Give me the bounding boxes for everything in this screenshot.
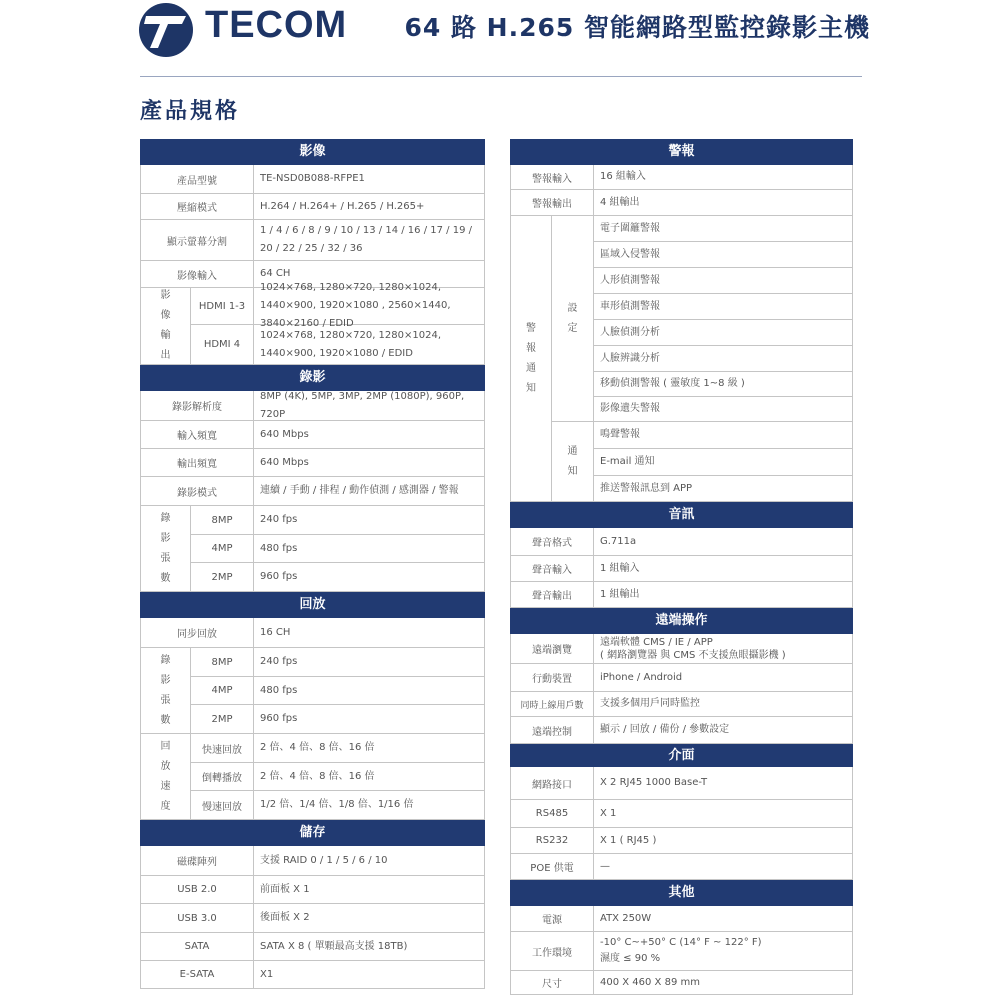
spec-row: 輸入頻寬 640 Mbps <box>140 421 485 449</box>
interface-header: 介面 <box>510 744 853 767</box>
spec-row: 8MP 240 fps <box>191 506 484 535</box>
alarm-header: 警報 <box>510 139 853 165</box>
page-header <box>0 0 1000 78</box>
spec-row: 同步回放 16 CH <box>140 618 485 648</box>
spec-row: 倒轉播放 2 倍、4 倍、8 倍、16 倍 <box>191 763 484 791</box>
spec-row: POE 供電 — <box>510 854 853 880</box>
alarm-setting-item: 區域入侵警報 <box>594 242 852 268</box>
alarm-notify-group: 警 報 通 知 設 定 電子圍籬警報 區域入侵警報 人形偵測警報 車形偵測警報 人臉偵測分析 人臉辨識分析 移動偵測警報 ( 靈敏度 1~8 級 ) 影像遺失警報 通 知 鳴聲警報 E-mail 通知 推送警報訊息到 APP <box>510 216 853 502</box>
left-spec-column <box>140 139 485 989</box>
spec-row: 錄影模式 連續 / 手動 / 排程 / 動作偵測 / 感測器 / 警報 <box>140 477 485 506</box>
remote-header: 遠端操作 <box>510 608 853 634</box>
alarm-setting-item: 車形偵測警報 <box>594 294 852 320</box>
spec-row: USB 3.0 後面板 X 2 <box>140 904 485 933</box>
playback-fps-group: 錄 影 張 數 8MP 240 fps 4MP 480 fps 2MP 960 fps <box>140 648 485 734</box>
section-title: 產品規格 <box>140 99 241 124</box>
spec-row: 慢速回放 1/2 倍、1/4 倍、1/8 倍、1/16 倍 <box>191 791 484 819</box>
spec-row: 4MP 480 fps <box>191 535 484 563</box>
brand-name: TECOM <box>205 4 348 46</box>
record-fps-group: 錄 影 張 數 8MP 240 fps 4MP 480 fps 2MP 960 fps <box>140 506 485 592</box>
spec-row: 2MP 960 fps <box>191 563 484 591</box>
spec-row: 錄影解析度 8MP (4K), 5MP, 3MP, 2MP (1080P), 960P, 720P <box>140 391 485 421</box>
spec-row: HDMI 1-3 1024×768, 1280×720, 1280×1024, 1440×900, 1920×1080 , 2560×1440, 3840×2160 / EDID <box>191 288 484 325</box>
spec-row: 影像輸入 64 CH <box>140 261 485 288</box>
alarm-setting-item: 人臉偵測分析 <box>594 320 852 346</box>
spec-row: HDMI 4 1024×768, 1280×720, 1280×1024, 1440×900, 1920×1080 / EDID <box>191 325 484 364</box>
spec-row: 聲音輸出 1 組輸出 <box>510 582 853 608</box>
spec-row: RS485 X 1 <box>510 800 853 828</box>
spec-row: 聲音格式 G.711a <box>510 528 853 556</box>
alarm-setting-item: 影像遺失警報 <box>600 403 660 414</box>
alarm-notice-item: 推送警報訊息到 APP <box>600 482 693 494</box>
spec-row: 同時上線用戶數 支援多個用戶同時監控 <box>510 692 853 717</box>
spec-row: 2MP 960 fps <box>191 705 484 733</box>
audio-header: 音訊 <box>510 502 853 528</box>
spec-row: SATA SATA X 8 ( 單顆最高支援 18TB) <box>140 933 485 961</box>
video-output-group <box>140 282 485 365</box>
document-title: 64 路 H.265 智能網路型監控錄影主機 <box>404 13 870 42</box>
spec-row: 快速回放 2 倍、4 倍、8 倍、16 倍 <box>191 734 484 763</box>
spec-row: 尺寸 400 X 460 X 89 mm <box>510 971 853 995</box>
alarm-notice-item: E-mail 通知 <box>594 449 852 476</box>
spec-row: 4MP 480 fps <box>191 677 484 705</box>
spec-row: 行動裝置 iPhone / Android <box>510 664 853 692</box>
spec-row: RS232 X 1 ( RJ45 ) <box>510 828 853 854</box>
spec-row: 產品型號 TE-NSD0B088-RFPE1 <box>140 165 485 194</box>
spec-row: 輸出頻寬 640 Mbps <box>140 449 485 477</box>
alarm-notice-item: 鳴聲警報 <box>594 422 852 449</box>
playback-header: 回放 <box>140 592 485 618</box>
spec-row: 電源 ATX 250W <box>510 906 853 932</box>
spec-row: 遠端瀏覽 遠端軟體 CMS / IE / APP ( 網路瀏覽器 與 CMS 不支援魚眼攝影機 ) <box>510 634 853 664</box>
spec-row: 壓縮模式 H.264 / H.264+ / H.265 / H.265+ <box>140 194 485 220</box>
header-divider <box>140 76 862 77</box>
video-output-group-label: 影 像 輸 出 <box>141 288 191 364</box>
spec-row: E-SATA X1 <box>140 961 485 989</box>
spec-row: 網路接口 X 2 RJ45 1000 Base-T <box>510 767 853 800</box>
alarm-setting-item: 電子圍籬警報 <box>594 216 852 242</box>
spec-row: 警報輸入 16 組輸入 <box>510 165 853 190</box>
storage-header: 儲存 <box>140 820 485 846</box>
other-header: 其他 <box>510 880 853 906</box>
right-spec-column <box>510 139 853 995</box>
record-header: 錄影 <box>140 365 485 391</box>
spec-row: 工作環境 -10° C~+50° C (14° F ~ 122° F) 濕度 ≤ 90 % <box>510 932 853 971</box>
playback-speed-group: 回 放 速 度 快速回放 2 倍、4 倍、8 倍、16 倍 倒轉播放 2 倍、4 倍、8 倍、16 倍 慢速回放 1/2 倍、1/4 倍、1/8 倍、1/16 倍 <box>140 734 485 820</box>
alarm-setting-item: 人臉辨識分析 <box>594 346 852 372</box>
spec-row: 警報輸出 4 組輸出 <box>510 190 853 216</box>
spec-row: USB 2.0 前面板 X 1 <box>140 876 485 904</box>
video-header: 影像 <box>140 139 485 165</box>
alarm-setting-item: 移動偵測警報 ( 靈敏度 1~8 級 ) <box>594 372 852 397</box>
tecom-logo-icon <box>138 2 194 58</box>
spec-row: 遠端控制 顯示 / 回放 / 備份 / 參數設定 <box>510 717 853 744</box>
spec-row: 顯示螢幕分割 1 / 4 / 6 / 8 / 9 / 10 / 13 / 14 / 16 / 17 / 19 / 20 / 22 / 25 / 32 / 36 <box>140 220 485 261</box>
spec-row: 聲音輸入 1 組輸入 <box>510 556 853 582</box>
spec-row: 磁碟陣列 支援 RAID 0 / 1 / 5 / 6 / 10 <box>140 846 485 876</box>
alarm-setting-item: 人形偵測警報 <box>594 268 852 294</box>
spec-row: 8MP 240 fps <box>191 648 484 677</box>
